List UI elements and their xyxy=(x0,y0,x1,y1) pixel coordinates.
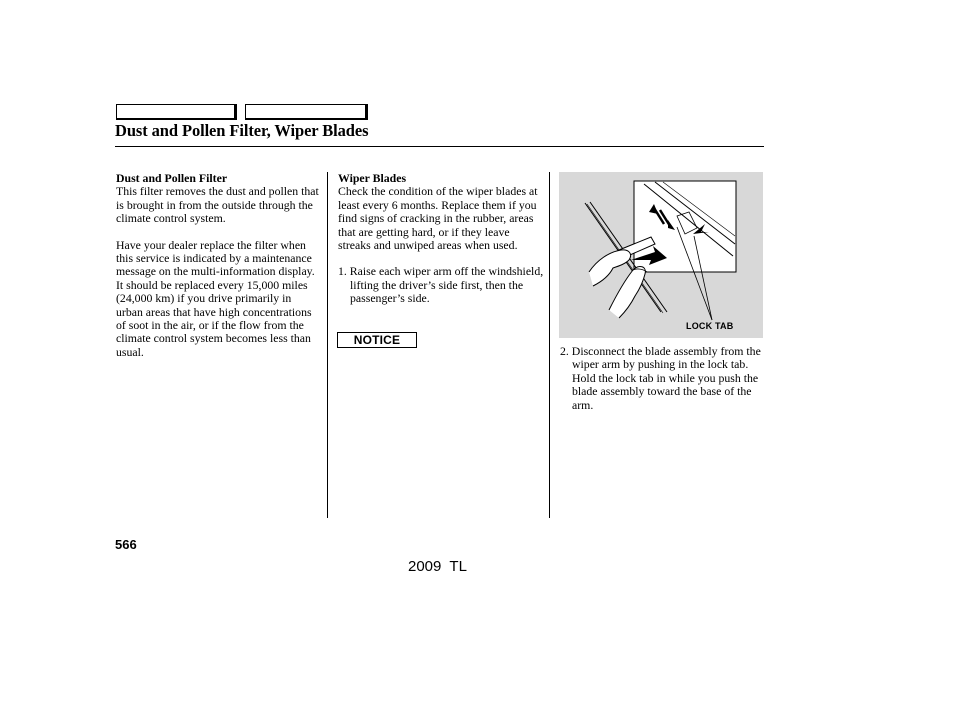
filter-paragraph-1: This filter removes the dust and pollen that is brought in from the outside through the climate control system. xyxy=(116,184,319,226)
dust-pollen-filter-section xyxy=(116,172,321,359)
dust-pollen-filter-heading: Dust and Pollen Filter xyxy=(116,171,228,185)
header-tab-box-left xyxy=(116,104,237,120)
wiper-step-2: 2. Disconnect the blade assembly from the wiper arm by pushing in the lock tab. Hold the lock tab in while you push the blade assembly toward the base of the arm. xyxy=(560,344,761,412)
page-title: Dust and Pollen Filter, Wiper Blades xyxy=(115,121,369,140)
model-footer: 2009 TL xyxy=(408,558,467,575)
notice-label: NOTICE xyxy=(337,332,417,348)
filter-paragraph-2: Have your dealer replace the filter when this service is indicated by a maintenance message on the multi-information display. It should be replaced every 15,000 miles (24,000 km) if you drive primarily in urban areas that have high concentrations of soot in the air, or if the flow from the climate control system becomes less than usual. xyxy=(116,237,315,359)
lock-tab-label: LOCK TAB xyxy=(686,321,734,331)
page-number: 566 xyxy=(115,537,137,552)
wiper-step-2-section xyxy=(560,345,764,412)
column-divider-right xyxy=(549,172,550,518)
wiper-lock-tab-illustration xyxy=(559,172,763,338)
wiper-blades-intro: Check the condition of the wiper blades at least every 6 months. Replace them if you find signs of cracking in the rubber, areas that are getting hard, or if they leave streaks and unwiped areas when used. xyxy=(338,184,538,253)
wiper-blades-section xyxy=(338,172,544,306)
column-divider-left xyxy=(327,172,328,518)
wiper-arm-diagram xyxy=(559,172,763,338)
header-tab-box-right xyxy=(245,104,368,120)
title-divider xyxy=(115,146,764,147)
wiper-blades-heading: Wiper Blades xyxy=(338,171,407,185)
wiper-step-1: 1. Raise each wiper arm off the windshield, lifting the driver’s side first, then the passenger’s side. xyxy=(338,264,544,306)
